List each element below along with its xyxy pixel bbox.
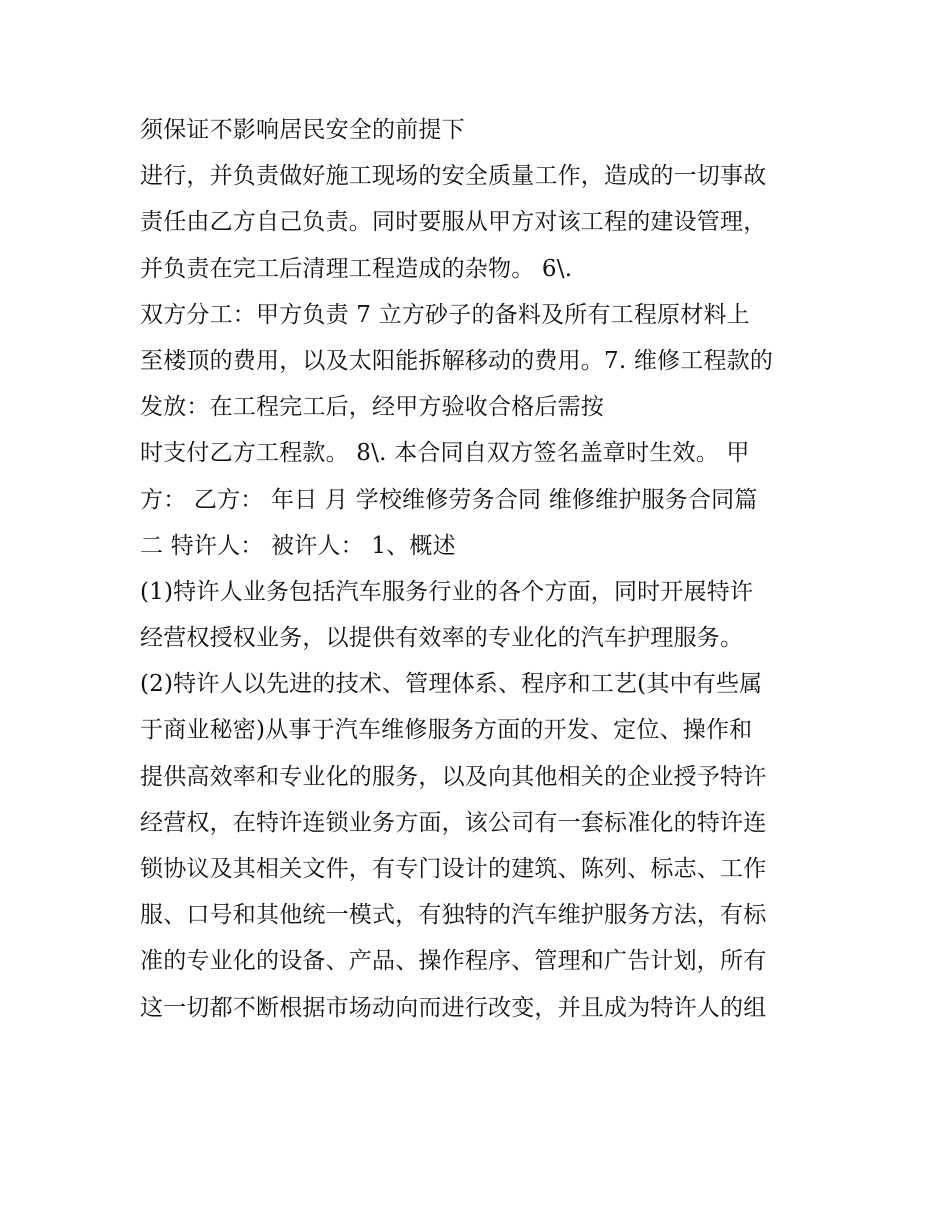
text-line: (1)特许人业务包括汽车服务行业的各个方面，同时开展特许	[140, 578, 754, 605]
text-line: 锁协议及其相关文件，有专门设计的建筑、陈列、标志、工作	[140, 856, 767, 882]
text-line: 时支付乙方工程款。 8\. 本合同自双方签名盖章时生效。 甲	[140, 440, 750, 467]
text-line: 服、口号和其他统一模式，有独特的汽车维护服务方法，有标	[140, 902, 767, 929]
text-line: 经营权，在特许连锁业务方面，该公司有一套标准化的特许连	[140, 809, 767, 836]
text-line: (2)特许人以先进的技术、管理体系、程序和工艺(其中有些属	[140, 671, 763, 698]
text-line: 进行，并负责做好施工现场的安全质量工作，造成的一切事故	[140, 163, 767, 190]
text-line: 至楼顶的费用，以及太阳能拆解移动的费用。7. 维修工程款的	[140, 347, 774, 374]
document-body	[140, 107, 820, 1031]
text-line: 责任由乙方自己负责。同时要服从甲方对该工程的建设管理，	[140, 209, 767, 236]
text-line: 并负责在完工后清理工程造成的杂物。 6\.	[140, 255, 573, 282]
text-line: 这一切都不断根据市场动向而进行改变，并且成为特许人的组	[140, 994, 767, 1021]
text-line: 须保证不影响居民安全的前提下	[140, 117, 465, 143]
text-line: 于商业秘密)从事于汽车维修服务方面的开发、定位、操作和	[140, 717, 753, 744]
text-line: 提供高效率和专业化的服务，以及向其他相关的企业授予特许	[140, 763, 767, 790]
text-line: 经营权授权业务，以提供有效率的专业化的汽车护理服务。	[140, 625, 744, 652]
text-line: 双方分工：甲方负责 7 立方砂子的备料及所有工程原材料上	[140, 301, 750, 328]
text-line: 二 特许人： 被许人： 1、概述	[140, 532, 456, 559]
text-line: 方： 乙方： 年日 月 学校维修劳务合同 维修维护服务合同篇	[140, 486, 758, 513]
text-line: 发放：在工程完工后，经甲方验收合格后需按	[140, 394, 604, 421]
text-line: 准的专业化的设备、产品、操作程序、管理和广告计划，所有	[140, 948, 767, 975]
